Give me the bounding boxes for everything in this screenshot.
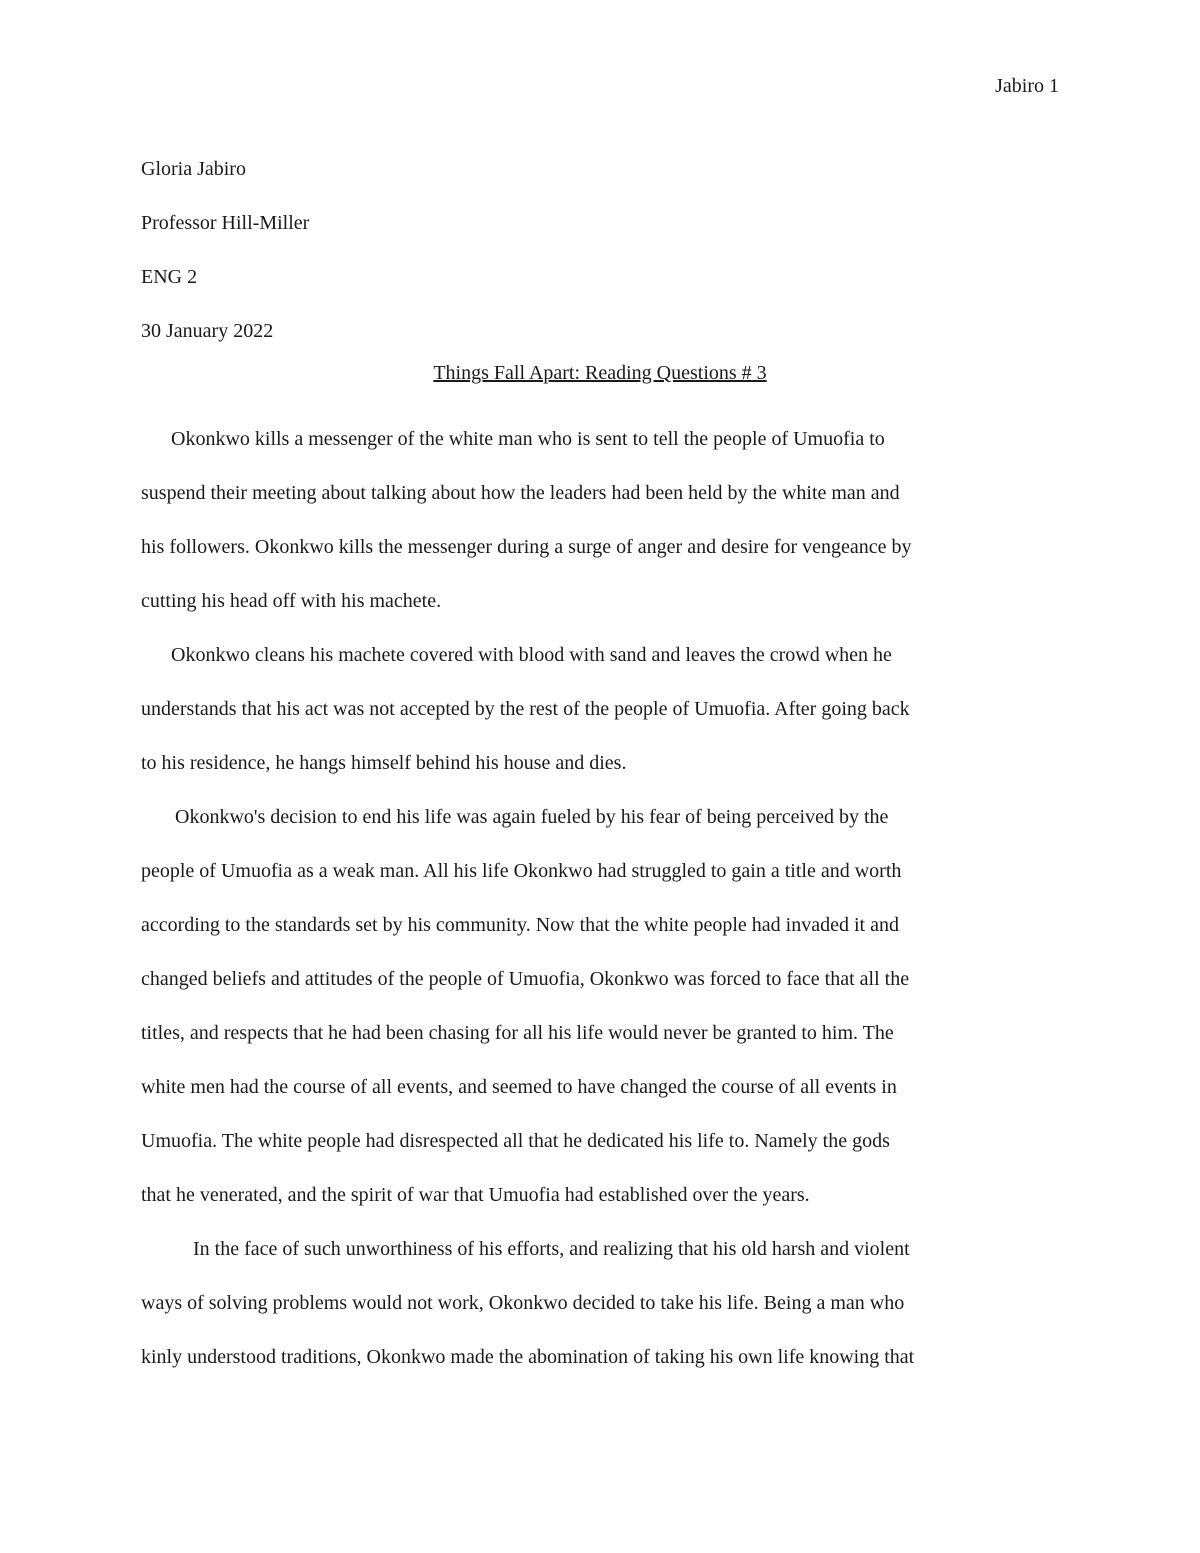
paragraph-line: that he venerated, and the spirit of war that Umuofia had established over the years. <box>141 1184 810 1206</box>
paragraph-line: Okonkwo kills a messenger of the white man who is sent to tell the people of Umuofia to <box>171 428 885 450</box>
paragraph-2 <box>141 628 1059 790</box>
course-name: ENG 2 <box>141 266 198 288</box>
mla-heading <box>141 142 1059 358</box>
paragraph-3 <box>141 790 1059 1222</box>
author-name: Gloria Jabiro <box>141 158 246 180</box>
paragraph-line: to his residence, he hangs himself behind his house and dies. <box>141 752 627 774</box>
paragraph-1 <box>141 412 1059 628</box>
paragraph-line: Umuofia. The white people had disrespected all that he dedicated his life to. Namely the gods <box>141 1130 890 1152</box>
paragraph-line: his followers. Okonkwo kills the messenger during a surge of anger and desire for vengeance by <box>141 536 912 558</box>
paragraph-line: according to the standards set by his community. Now that the white people had invaded it and <box>141 914 899 936</box>
paragraph-line: changed beliefs and attitudes of the people of Umuofia, Okonkwo was forced to face that all the <box>141 968 910 990</box>
paragraph-line: understands that his act was not accepted by the rest of the people of Umuofia. After going back <box>141 698 910 720</box>
paragraph-line: white men had the course of all events, and seemed to have changed the course of all events in <box>141 1076 897 1098</box>
paragraph-line: suspend their meeting about talking about how the leaders had been held by the white man and <box>141 482 900 504</box>
instructor-name: Professor Hill-Miller <box>141 212 310 234</box>
paragraph-line: people of Umuofia as a weak man. All his life Okonkwo had struggled to gain a title and worth <box>141 860 902 882</box>
paragraph-line: titles, and respects that he had been chasing for all his life would never be granted to him. The <box>141 1022 894 1044</box>
paragraph-line: ways of solving problems would not work, Okonkwo decided to take his life. Being a man who <box>141 1292 905 1314</box>
paragraph-line: In the face of such unworthiness of his efforts, and realizing that his old harsh and violent <box>193 1238 910 1260</box>
paragraph-4 <box>141 1222 1059 1384</box>
paragraph-line: kinly understood traditions, Okonkwo made the abomination of taking his own life knowing that <box>141 1346 915 1368</box>
document-title: Things Fall Apart: Reading Questions # 3 <box>433 362 767 384</box>
running-header-page-number: Jabiro 1 <box>995 75 1059 97</box>
paragraph-line: Okonkwo cleans his machete covered with blood with sand and leaves the crowd when he <box>171 644 892 666</box>
document-body <box>141 412 1059 1384</box>
paragraph-line: cutting his head off with his machete. <box>141 590 442 612</box>
paragraph-line: Okonkwo's decision to end his life was again fueled by his fear of being perceived by the <box>175 806 889 828</box>
date-line: 30 January 2022 <box>141 320 274 342</box>
